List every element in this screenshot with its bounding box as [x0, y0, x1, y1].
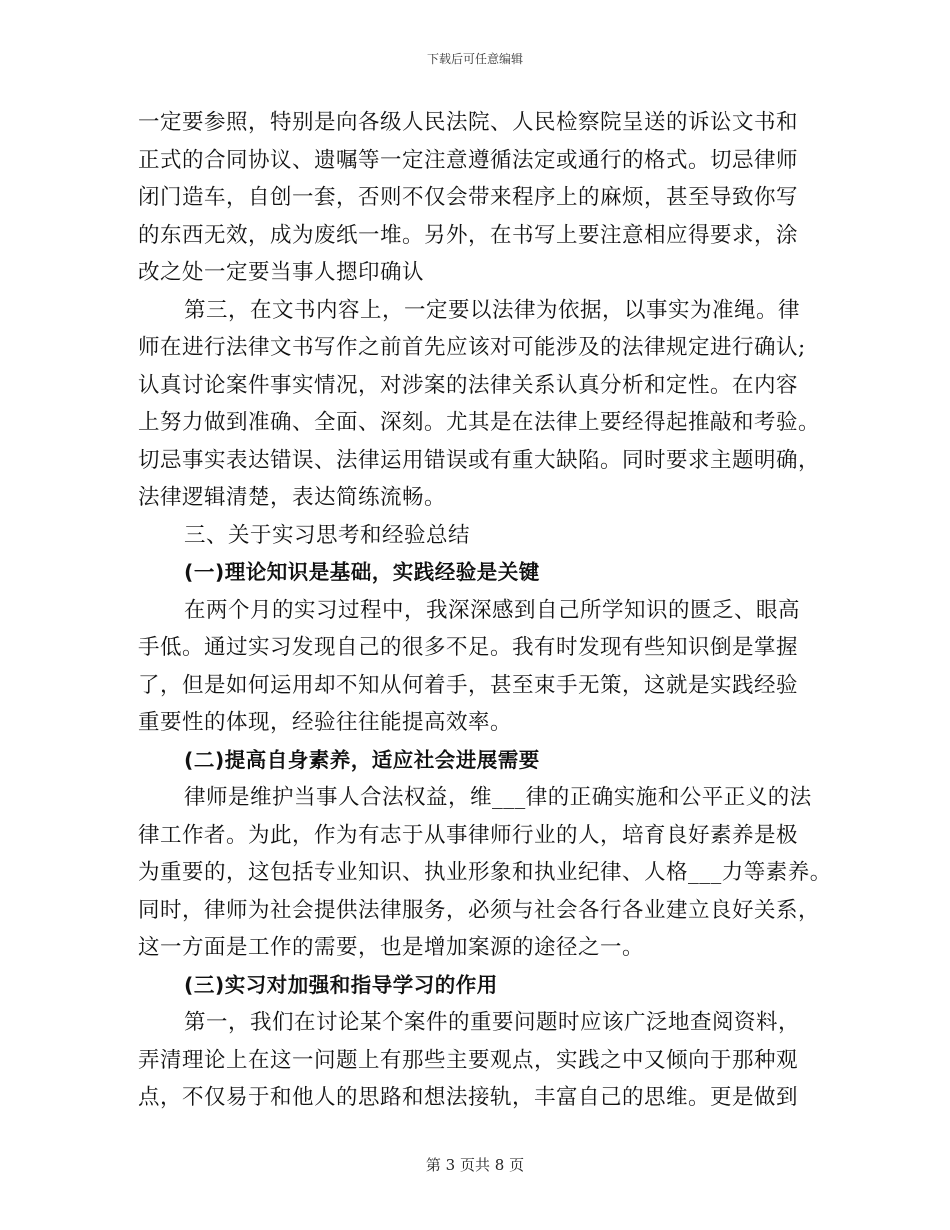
text-line: 切忌事实表达错误、法律运用错误或有重大缺陷。同时要求主题明确，	[138, 447, 821, 473]
text-line: 律工作者。为此，作为有志于从事律师行业的人，培育良好素养是极	[138, 822, 799, 848]
text-line: 上努力做到准确、全面、深刻。尤其是在法律上要经得起推敲和考验。	[138, 410, 821, 435]
text-line: 为重要的，这包括专业知识、执业形象和执业纪律、人格___力等素养。	[138, 860, 832, 885]
text-line: 第一，我们在讨论某个案件的重要问题时应该广泛地查阅资料，	[184, 1010, 801, 1035]
text-line: 师在进行法律文书写作之前首先应该对可能涉及的法律规定进行确认;	[138, 335, 806, 360]
text-line: 手低。通过实习发现自己的很多不足。我有时发现有些知识倒是掌握	[138, 635, 799, 660]
text-line: 三、关于实习思考和经验总结	[184, 522, 471, 548]
text-line: 重要性的体现，经验往往能提高效率。	[138, 710, 513, 735]
section-heading: (二)提高自身素养，适应社会进展需要	[184, 747, 540, 772]
text-line: 弄清理论上在这一问题上有那些主要观点，实践之中又倾向于那种观	[138, 1047, 799, 1073]
text-line: 的东西无效，成为废纸一堆。另外，在书写上要注意相应得要求，涂	[138, 222, 799, 248]
text-line: 了，但是如何运用却不知从何着手，甚至束手无策，这就是实践经验	[138, 672, 799, 698]
page-header: 下载后可任意编辑	[426, 52, 523, 66]
text-line: 法律逻辑清楚，表达简练流畅。	[138, 485, 447, 510]
text-line: 同时，律师为社会提供法律服务，必须与社会各行各业建立良好关系，	[138, 897, 821, 923]
document-body	[138, 104, 832, 1117]
text-line: 一定要参照，特别是向各级人民法院、人民检察院呈送的诉讼文书和	[138, 110, 799, 135]
text-line: 认真讨论案件事实情况，对涉案的法律关系认真分析和定性。在内容	[138, 372, 799, 398]
text-line: 改之处一定要当事人摁印确认	[138, 260, 425, 285]
text-line: 这一方面是工作的需要，也是增加案源的途径之一。	[138, 935, 645, 960]
section-heading: (三)实习对加强和指导学习的作用	[184, 972, 498, 997]
text-line: 点，不仅易于和他人的思路和想法接轨，丰富自己的思维。更是做到	[138, 1085, 799, 1110]
text-line: 第三，在文书内容上，一定要以法律为依据，以事实为准绳。律	[184, 297, 801, 323]
section-heading: (一)理论知识是基础，实践经验是关键	[184, 560, 540, 584]
text-line: 在两个月的实习过程中，我深深感到自己所学知识的匮乏、眼高	[184, 597, 801, 623]
text-line: 正式的合同协议、遗嘱等一定注意遵循法定或通行的格式。切忌律师	[138, 147, 799, 173]
page-footer: 第 3 页共 8 页	[425, 1156, 525, 1174]
text-line: 律师是维护当事人合法权益，维___律的正确实施和公平正义的法	[184, 785, 812, 810]
text-line: 闭门造车，自创一套，否则不仅会带来程序上的麻烦，甚至导致你写	[138, 185, 799, 210]
